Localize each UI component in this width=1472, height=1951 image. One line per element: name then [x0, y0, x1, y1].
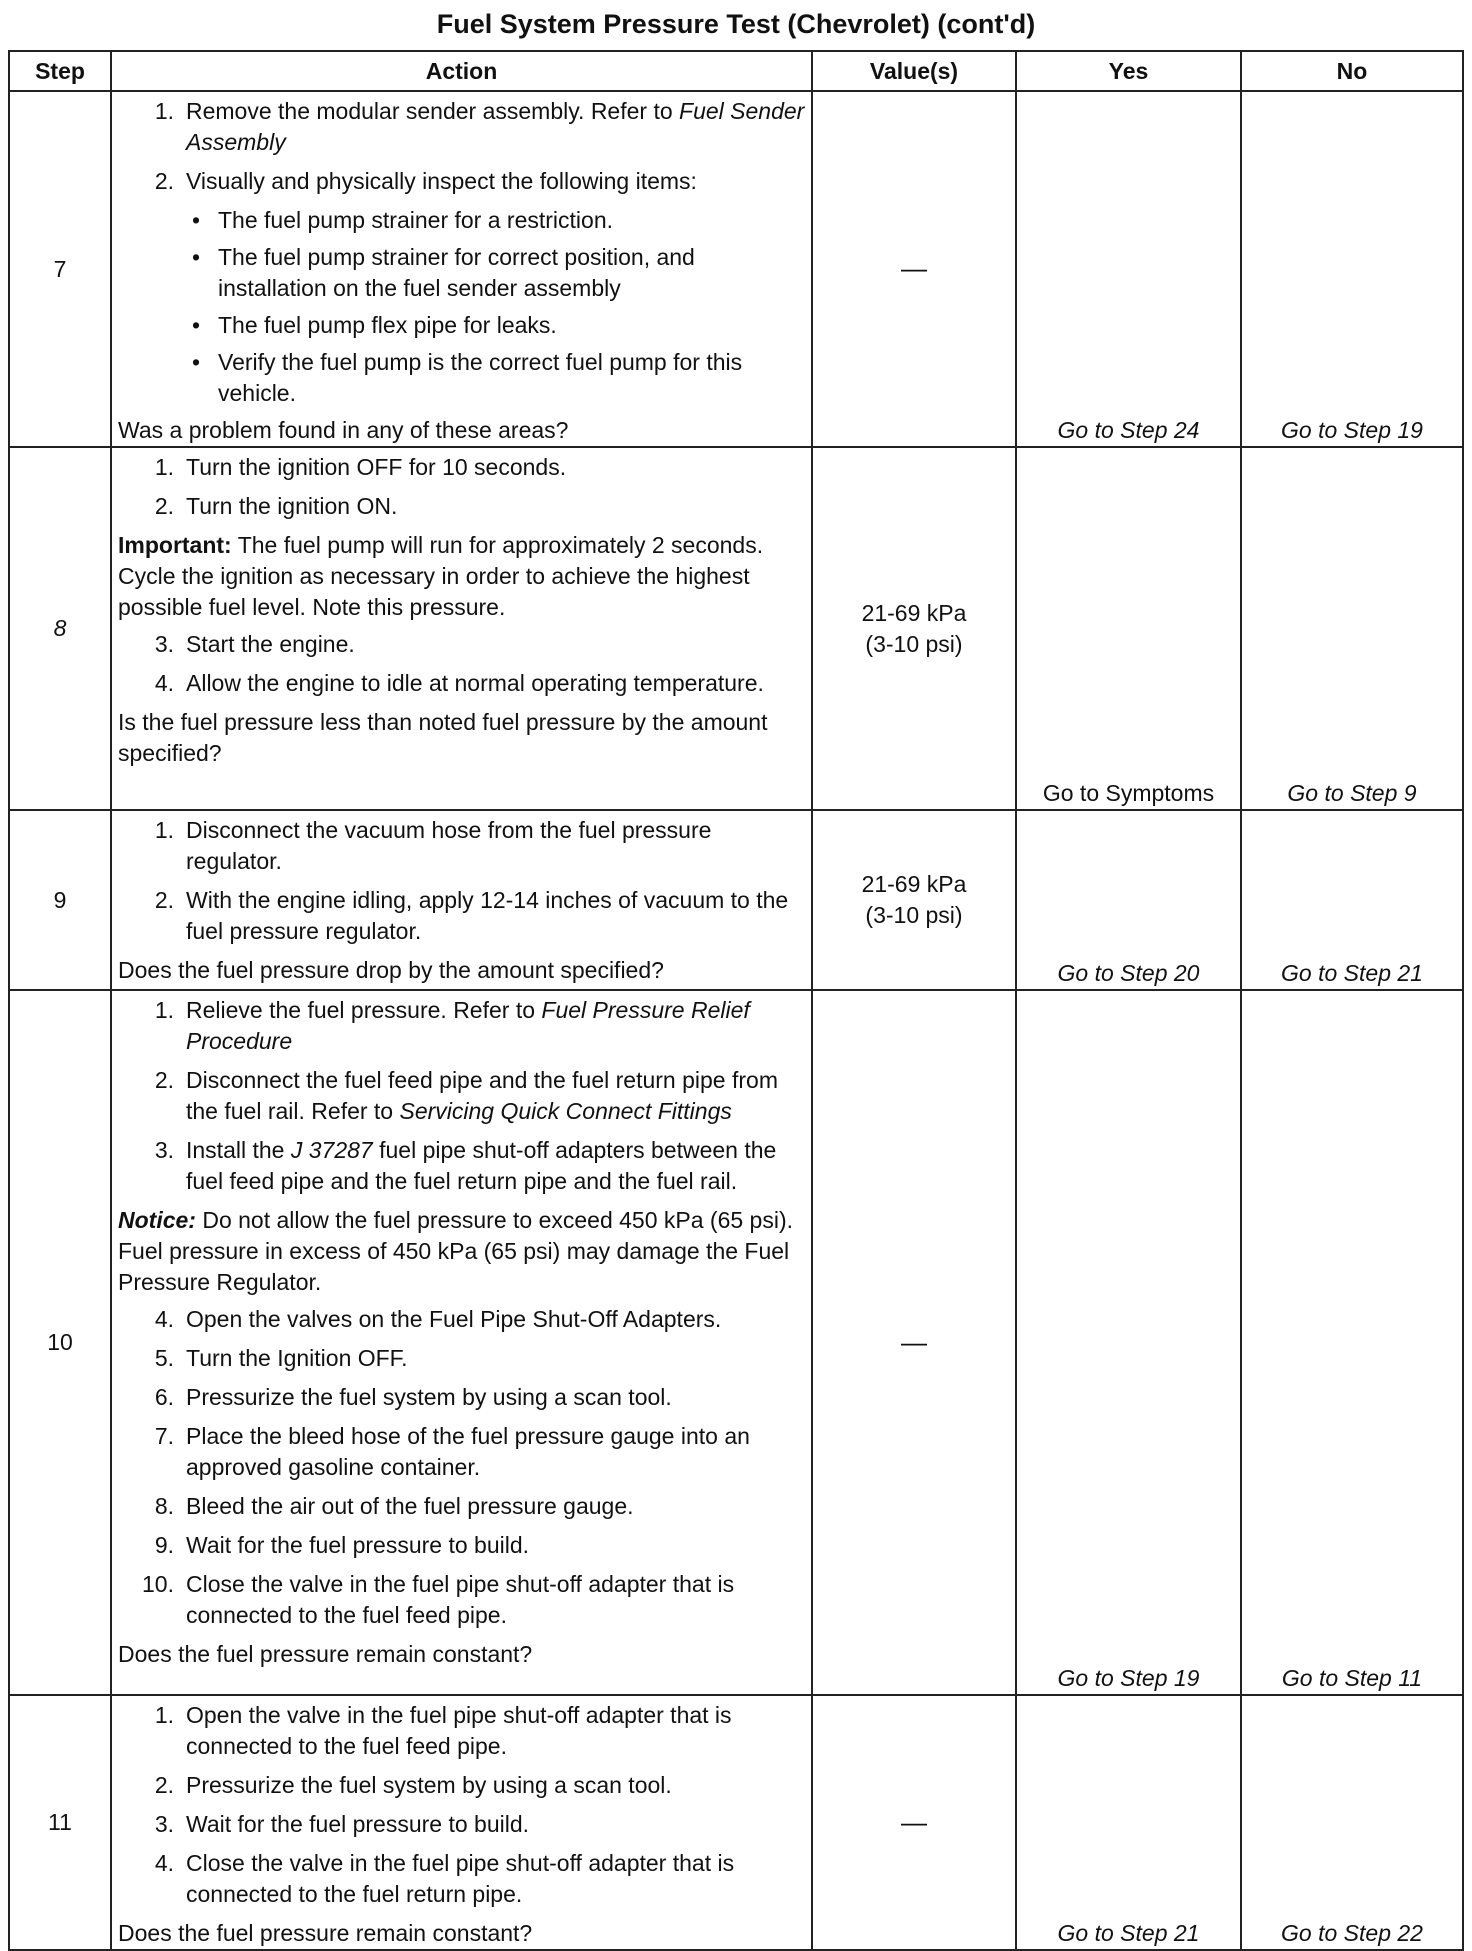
- question-text: Does the fuel pressure remain constant?: [118, 1641, 533, 1667]
- yes-cell: Go to Step 20: [1016, 810, 1241, 990]
- list-item: 7. Place the bleed hose of the fuel pressure gauge into an approved gasoline container.: [154, 1423, 750, 1480]
- step-number: 10: [9, 990, 111, 1695]
- list-item: 10. Close the valve in the fuel pipe shut-off adapter that is connected to the fuel feed pipe.: [142, 1571, 735, 1628]
- table-row-step-7: [9, 91, 1463, 447]
- list-item: 2. Turn the ignition ON.: [154, 493, 398, 519]
- values-cell: —: [812, 91, 1016, 447]
- action-cell: [111, 990, 812, 1695]
- header-no: No: [1241, 51, 1463, 91]
- no-cell: Go to Step 9: [1241, 447, 1463, 810]
- question-text: Does the fuel pressure remain constant?: [118, 1920, 533, 1946]
- list-item: 3. Install the J 37287 fuel pipe shut-off adapters between the fuel feed pipe and the fuel return pipe and the fuel rail.: [154, 1137, 777, 1194]
- action-cell: [111, 91, 812, 447]
- list-item: 1. Relieve the fuel pressure. Refer to Fuel Pressure Relief Procedure: [154, 997, 750, 1054]
- table-row-step-9: [9, 810, 1463, 990]
- values-cell: —: [812, 1695, 1016, 1950]
- yes-cell: Go to Symptoms: [1016, 447, 1241, 810]
- list-item: 2. Visually and physically inspect the following items:: [154, 168, 697, 194]
- step-number: 7: [9, 91, 111, 447]
- step-number: 8: [9, 447, 111, 810]
- list-item: 5. Turn the Ignition OFF.: [154, 1345, 408, 1371]
- important-note: Important: The fuel pump will run for approximately 2 seconds. Cycle the ignition as necessary in order to achieve the highest possible fuel level. Note this pressure.: [118, 532, 764, 620]
- list-item: 3. Start the engine.: [154, 631, 355, 657]
- yes-cell: Go to Step 21: [1016, 1695, 1241, 1950]
- bullet-item: • The fuel pump strainer for correct position, and installation on the fuel sender assembly: [218, 242, 805, 304]
- page-title: Fuel System Pressure Test (Chevrolet) (cont'd): [436, 9, 1036, 39]
- table-row-step-11: [9, 1695, 1463, 1950]
- no-cell: Go to Step 22: [1241, 1695, 1463, 1950]
- action-cell: [111, 1695, 812, 1950]
- procedure-table: [8, 50, 1464, 1951]
- bullet-item: • Verify the fuel pump is the correct fuel pump for this vehicle.: [218, 347, 805, 409]
- question-text: Is the fuel pressure less than noted fuel pressure by the amount specified?: [118, 709, 768, 766]
- no-cell: Go to Step 21: [1241, 810, 1463, 990]
- question-text: Does the fuel pressure drop by the amount specified?: [118, 957, 664, 983]
- header-yes: Yes: [1016, 51, 1241, 91]
- list-item: 6. Pressurize the fuel system by using a scan tool.: [154, 1384, 672, 1410]
- list-item: 2. Pressurize the fuel system by using a scan tool.: [154, 1772, 672, 1798]
- yes-cell: Go to Step 24: [1016, 91, 1241, 447]
- step-number: 9: [9, 810, 111, 990]
- values-cell: —: [812, 990, 1016, 1695]
- yes-cell: Go to Step 19: [1016, 990, 1241, 1695]
- action-cell: [111, 447, 812, 810]
- list-item: 9. Wait for the fuel pressure to build.: [154, 1532, 530, 1558]
- list-item: 2. With the engine idling, apply 12-14 inches of vacuum to the fuel pressure regulator.: [154, 887, 789, 944]
- list-item: 1. Disconnect the vacuum hose from the fuel pressure regulator.: [154, 817, 712, 874]
- question-text: Was a problem found in any of these areas?: [118, 417, 569, 443]
- no-cell: Go to Step 19: [1241, 91, 1463, 447]
- list-item: 4. Open the valves on the Fuel Pipe Shut-Off Adapters.: [154, 1306, 722, 1332]
- table-row-step-8: [9, 447, 1463, 810]
- list-item: 8. Bleed the air out of the fuel pressure gauge.: [154, 1493, 634, 1519]
- list-item: 1. Open the valve in the fuel pipe shut-off adapter that is connected to the fuel feed pipe.: [154, 1702, 732, 1759]
- list-item: 3. Wait for the fuel pressure to build.: [154, 1811, 530, 1837]
- list-item: 1. Turn the ignition OFF for 10 seconds.: [154, 454, 567, 480]
- list-item: 2. Disconnect the fuel feed pipe and the fuel return pipe from the fuel rail. Refer to Servicing Quick Connect Fittings: [154, 1067, 778, 1124]
- header-action: Action: [111, 51, 812, 91]
- list-item: 4. Allow the engine to idle at normal operating temperature.: [154, 670, 764, 696]
- notice-note: Notice: Do not allow the fuel pressure to exceed 450 kPa (65 psi). Fuel pressure in excess of 450 kPa (65 psi) may damage the Fuel Pressure Regulator.: [118, 1207, 794, 1295]
- bullet-item: • The fuel pump flex pipe for leaks.: [218, 310, 805, 341]
- table-header-row: [9, 51, 1463, 91]
- values-cell: 21-69 kPa (3-10 psi): [812, 810, 1016, 990]
- list-item: 4. Close the valve in the fuel pipe shut-off adapter that is connected to the fuel return pipe.: [154, 1850, 735, 1907]
- header-values: Value(s): [812, 51, 1016, 91]
- step-number: 11: [9, 1695, 111, 1950]
- values-cell: 21-69 kPa (3-10 psi): [812, 447, 1016, 810]
- no-cell: Go to Step 11: [1241, 990, 1463, 1695]
- bullet-item: • The fuel pump strainer for a restriction.: [218, 205, 805, 236]
- action-cell: [111, 810, 812, 990]
- table-row-step-10: [9, 990, 1463, 1695]
- header-step: Step: [9, 51, 111, 91]
- list-item: 1. Remove the modular sender assembly. Refer to Fuel Sender Assembly: [154, 98, 805, 155]
